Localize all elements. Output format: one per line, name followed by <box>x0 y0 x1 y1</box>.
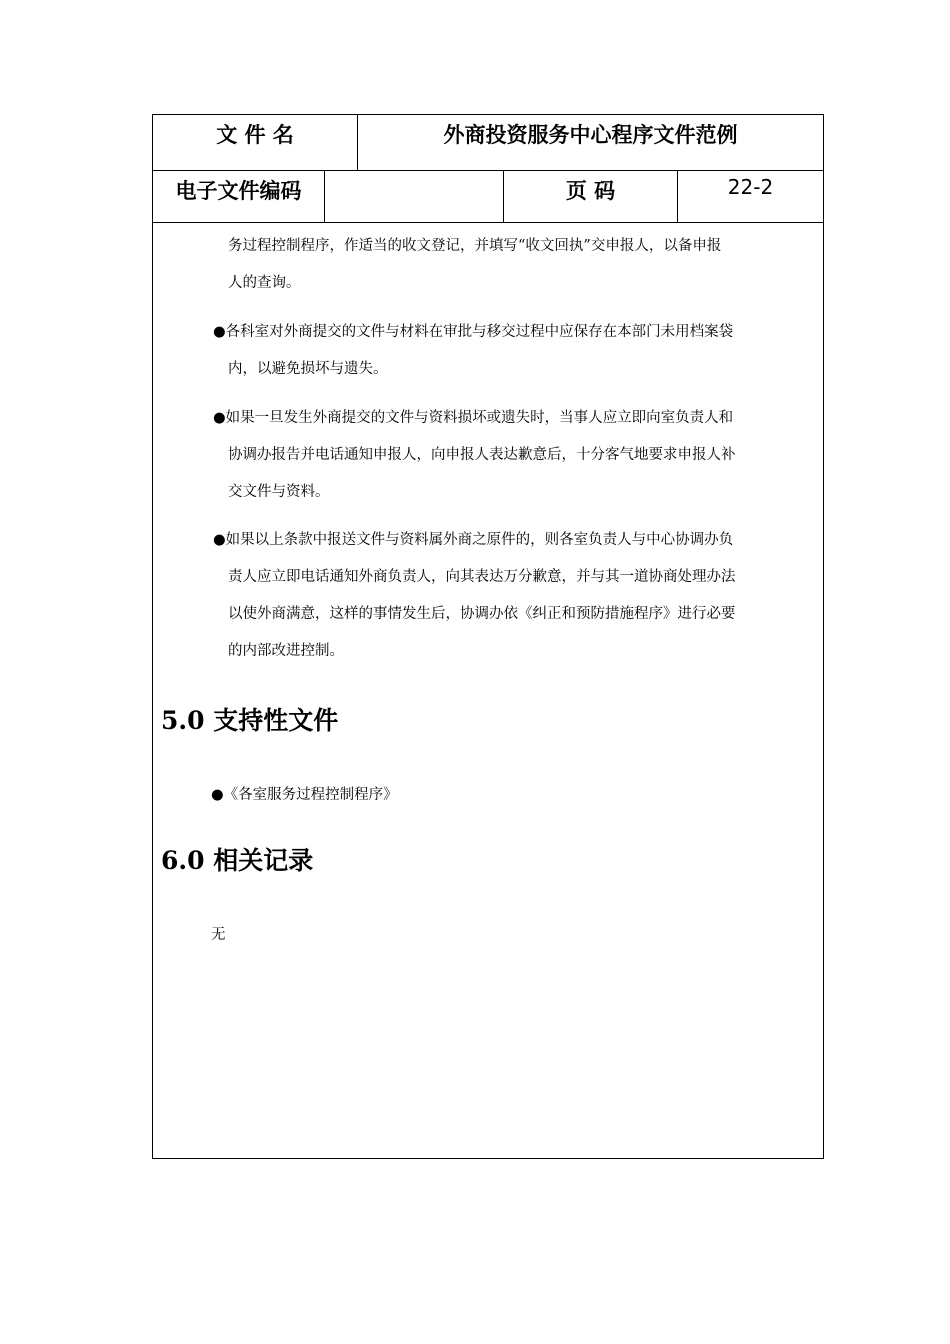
bullet-paragraph <box>213 522 793 670</box>
bullet-paragraph <box>213 314 793 388</box>
text-line: 协调办报告并电话通知申报人，向申报人表达歉意后，十分客气地要求申报人补 <box>228 447 736 463</box>
paragraph-continued <box>213 228 793 302</box>
text-line: ●如果一旦发生外商提交的文件与资料损坏或遗失时，当事人应立即向室负责人和 <box>213 410 734 426</box>
code-value <box>324 171 503 222</box>
section-title-supporting-docs: 5.0 支持性文件 <box>161 706 339 735</box>
related-record-item: 无 <box>211 927 226 943</box>
page-value: 22-2 <box>677 171 823 222</box>
bullet-paragraph <box>213 400 793 511</box>
text-line: 的内部改进控制。 <box>228 643 344 659</box>
section-title-related-records: 6.0 相关记录 <box>161 846 314 875</box>
text-line: ●如果以上条款中报送文件与资料属外商之原件的，则各室负责人与中心协调办负 <box>213 532 734 548</box>
text-line: 务过程控制程序，作适当的收文登记，并填写“收文回执”交申报人，以备申报 <box>228 238 722 254</box>
text-line: 以使外商满意，这样的事情发生后，协调办依《纠正和预防措施程序》进行必要 <box>228 606 736 622</box>
header-row-file-name <box>153 115 823 171</box>
supporting-doc-item: ●《各室服务过程控制程序》 <box>211 787 398 803</box>
text-line: 内，以避免损坏与遗失。 <box>228 361 388 377</box>
document-frame <box>152 114 824 1159</box>
file-name-value: 外商投资服务中心程序文件范例 <box>357 115 823 170</box>
header-row-code <box>153 171 823 223</box>
page-label: 页 码 <box>503 171 677 222</box>
code-label: 电子文件编码 <box>175 179 302 203</box>
text-line: 交文件与资料。 <box>228 484 330 500</box>
text-line: 责人应立即电话通知外商负责人，向其表达万分歉意，并与其一道协商处理办法 <box>228 569 736 585</box>
file-name-label: 文 件 名 <box>216 123 294 147</box>
text-line: ●各科室对外商提交的文件与材料在审批与移交过程中应保存在本部门未用档案袋 <box>213 324 734 340</box>
text-line: 人的查询。 <box>228 275 301 291</box>
